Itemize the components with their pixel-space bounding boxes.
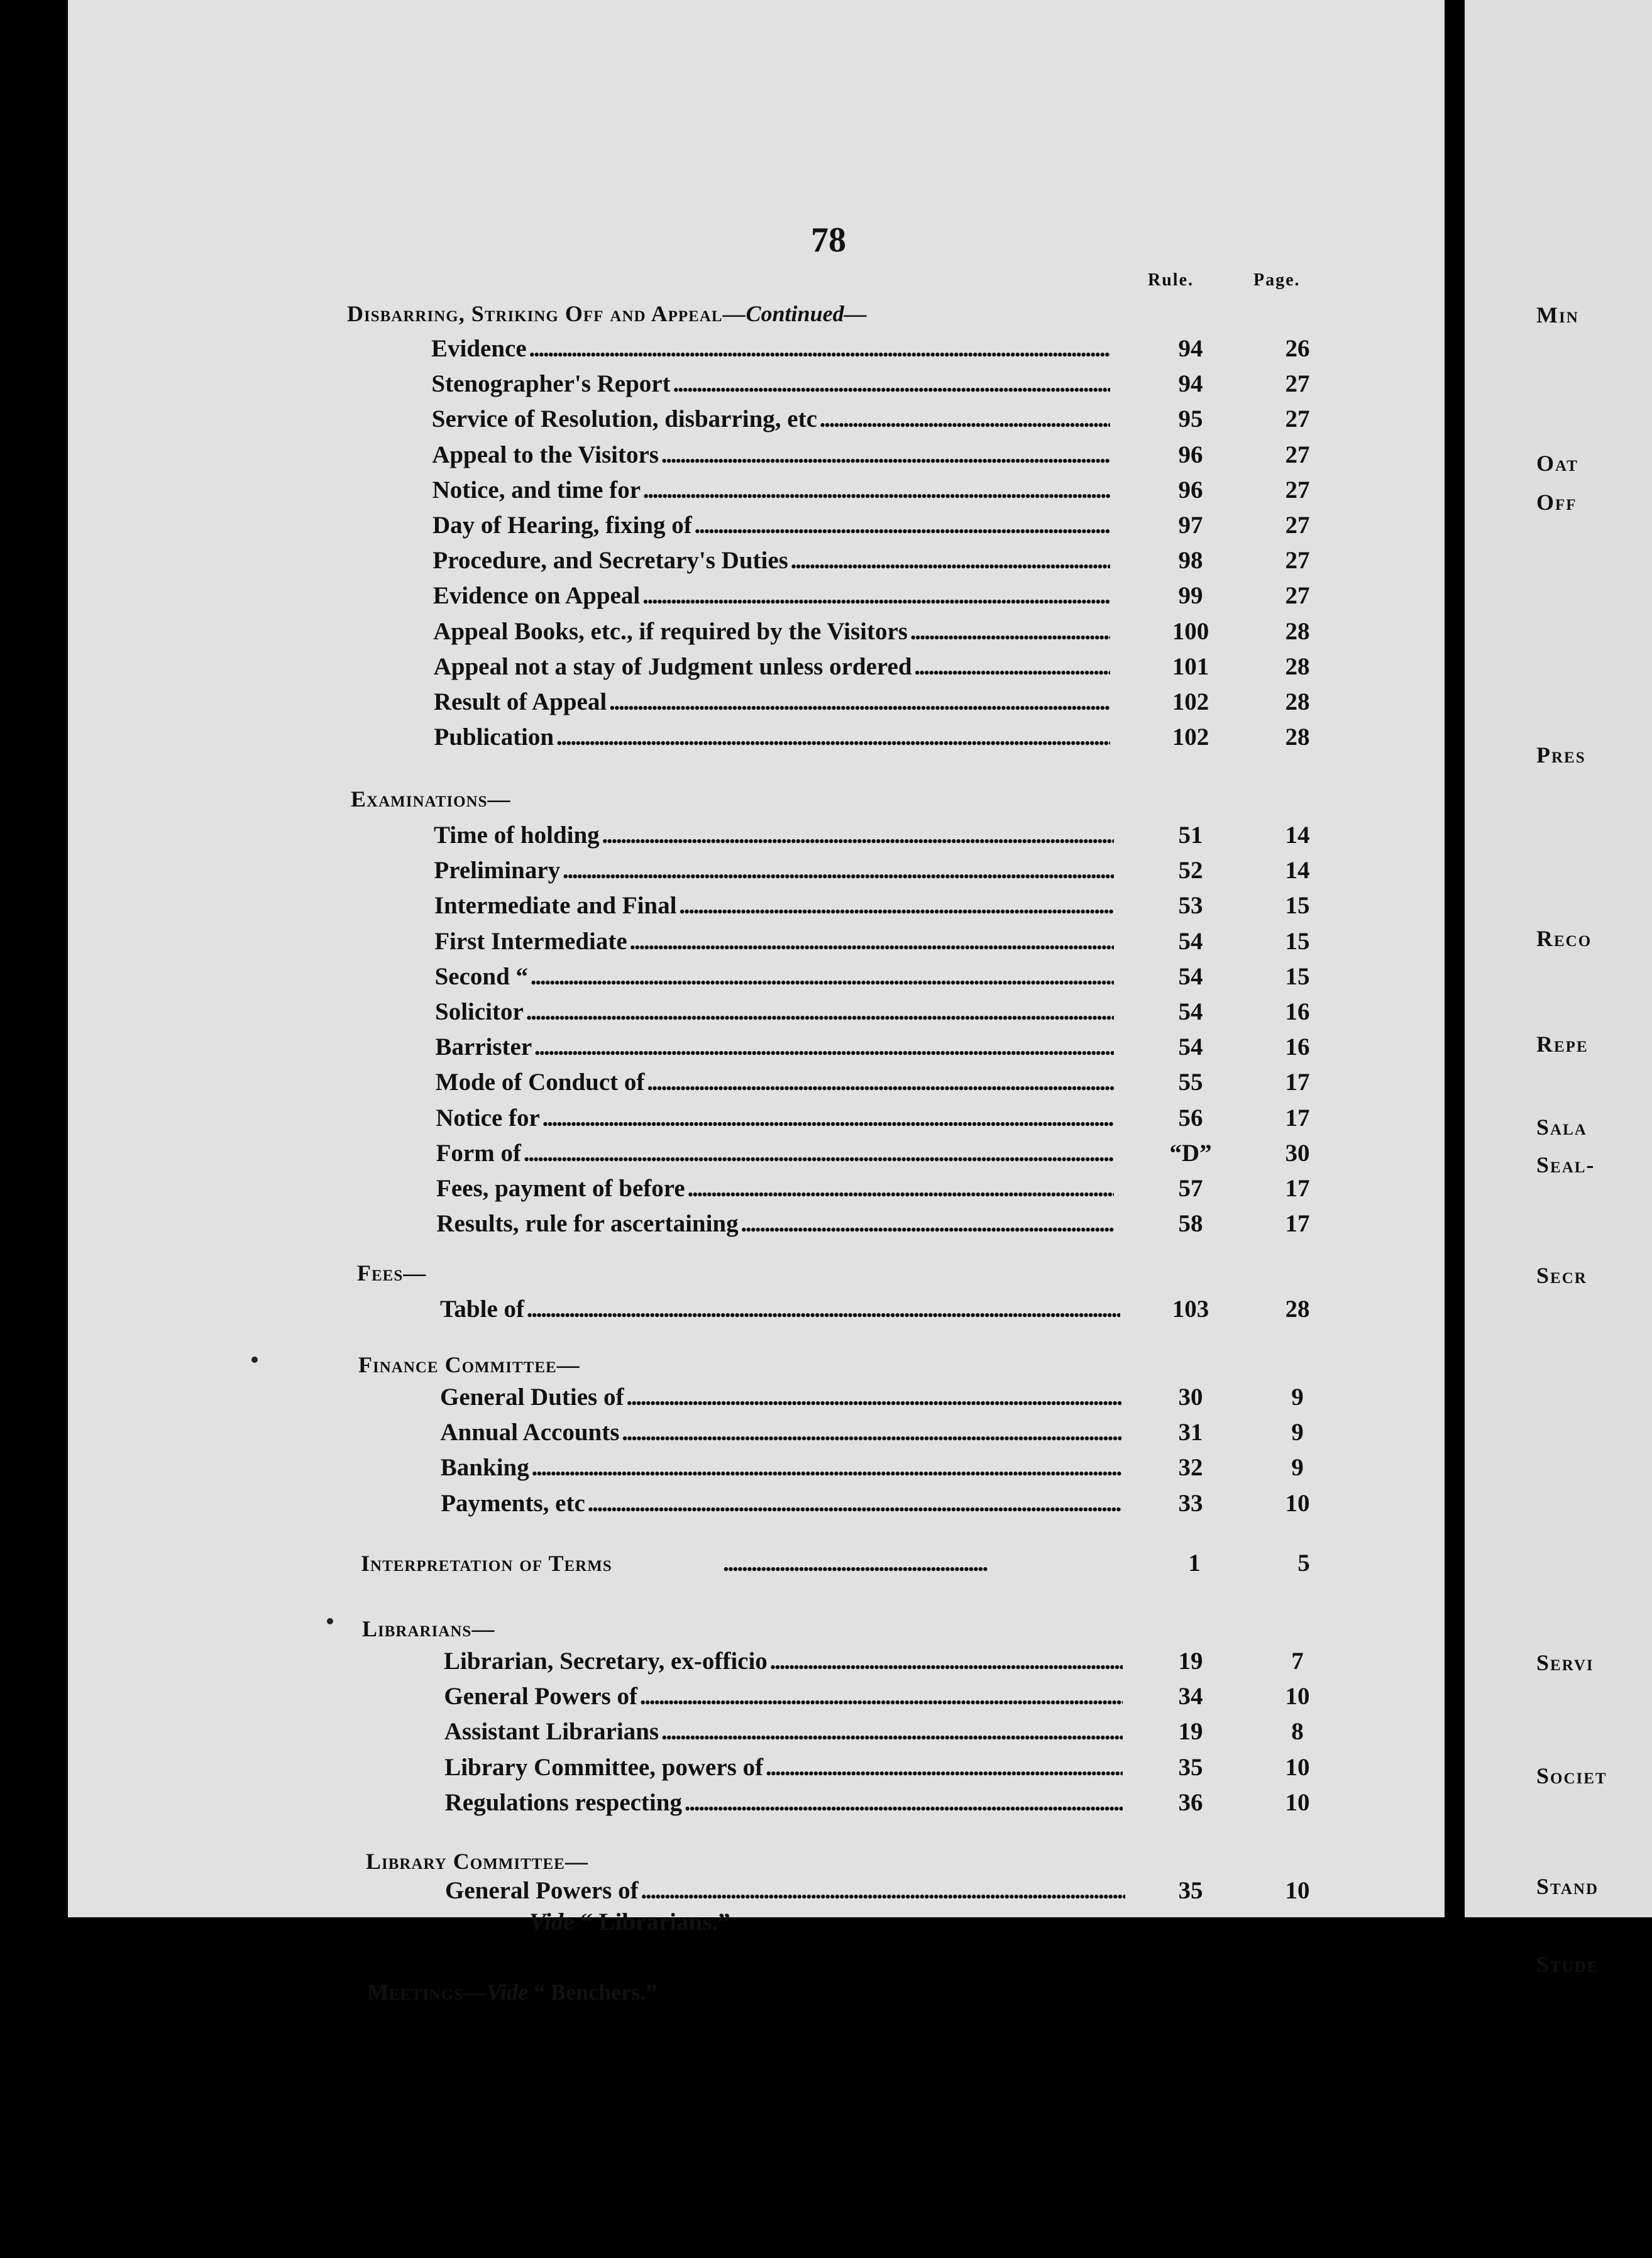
entry-page: 16 (1285, 1033, 1310, 1061)
entry-page: 28 (1285, 724, 1310, 751)
entry-page: 15 (1285, 962, 1310, 990)
entry-rule: 56 (1178, 1104, 1203, 1132)
entry-rule: 31 (1178, 1419, 1203, 1446)
right-page-heading: Pres (1536, 742, 1586, 768)
index-entry (0, 1753, 1383, 1787)
section-heading (361, 1550, 612, 1577)
entry-rule: 54 (1178, 927, 1203, 955)
entry-rule: 52 (1178, 857, 1203, 884)
index-entry (0, 1174, 1383, 1208)
entry-page: 27 (1285, 582, 1310, 610)
entry-page: 27 (1285, 405, 1310, 433)
entry-label: Mode of Conduct of . . . (436, 1068, 1114, 1096)
entry-page: 15 (1285, 927, 1310, 955)
entry-page: 10 (1285, 1683, 1310, 1710)
entry-label: Procedure, and Secretary's Duties . . . (432, 546, 1110, 575)
entry-label: Results, rule for ascertaining . . . (436, 1209, 1114, 1238)
entry-label: Appeal Books, etc., if required by the Visitors . . . (433, 617, 1110, 646)
entry-page: 14 (1285, 822, 1310, 849)
entry-page: 27 (1285, 512, 1310, 539)
index-entry (0, 511, 1383, 545)
entry-rule: 101 (1172, 653, 1209, 680)
index-entry (0, 405, 1383, 439)
entry-page: 17 (1285, 1210, 1310, 1238)
entry-rule: 33 (1178, 1489, 1203, 1517)
entry-label: Evidence . . . (431, 334, 1110, 363)
entry-rule: 58 (1178, 1210, 1203, 1238)
entry-label: Time of holding . . . (434, 821, 1114, 849)
entry-rule: 54 (1178, 998, 1203, 1025)
entry-page: 15 (1285, 892, 1310, 920)
right-page-heading: Off (1536, 490, 1577, 515)
index-entry (0, 1068, 1383, 1102)
entry-page: 27 (1285, 441, 1310, 468)
right-page-heading: Societ (1536, 1763, 1607, 1788)
entry-page: 5 (1297, 1550, 1310, 1577)
entry-label: Library Committee, powers of . . . (444, 1753, 1123, 1782)
entry-rule: 55 (1178, 1069, 1203, 1096)
right-page-heading: Secr (1536, 1263, 1587, 1288)
entry-label: Assistant Librarians . . . (444, 1717, 1123, 1746)
entry-rule: 57 (1178, 1175, 1203, 1202)
section-title: Interpretation of Terms (361, 1551, 612, 1576)
entry-rule: 34 (1178, 1683, 1203, 1710)
index-entry (0, 1383, 1383, 1417)
entry-label: Intermediate and Final . . . (434, 891, 1114, 920)
index-entry (0, 617, 1383, 651)
entry-label: Evidence on Appeal . . . (433, 581, 1110, 610)
section-title: Examinations— (351, 786, 511, 812)
index-entry (0, 1788, 1383, 1822)
entry-page: 9 (1291, 1419, 1304, 1446)
entry-page: 30 (1285, 1139, 1310, 1167)
entry-rule: 54 (1178, 962, 1203, 990)
entry-rule: 36 (1178, 1788, 1203, 1816)
index-entry (0, 1139, 1383, 1173)
entry-rule: “D” (1169, 1139, 1212, 1167)
entry-page: 17 (1285, 1069, 1310, 1096)
entry-page: 14 (1285, 857, 1310, 884)
entry-label: Appeal to the Visitors . . . (432, 441, 1110, 469)
entry-rule: 98 (1178, 547, 1203, 575)
index-entry (0, 1453, 1383, 1487)
entry-page: 17 (1285, 1104, 1310, 1132)
index-entry (0, 1489, 1383, 1523)
index-entry (0, 1209, 1383, 1243)
entry-page: 9 (1291, 1384, 1304, 1411)
entry-label: First Intermediate . . . (434, 927, 1114, 956)
entry-page: 27 (1285, 476, 1310, 504)
right-page-heading: Repe (1536, 1032, 1589, 1057)
entry-label: Form of . . . (436, 1139, 1114, 1167)
section-heading (366, 1848, 588, 1875)
right-page-heading: Reco (1536, 926, 1592, 951)
entry-rule: 35 (1178, 1877, 1203, 1904)
index-entry (0, 1033, 1383, 1067)
entry-rule: 35 (1178, 1753, 1203, 1781)
index-entry (0, 688, 1383, 722)
section-heading (358, 1352, 580, 1378)
leader-dots: . . . . . . . . . . . . . . . . . . . . . . . . . . . . . . . . . . . . . . . . . . . . . . . . . . . . . . . . (723, 1550, 985, 1577)
entry-rule: 53 (1178, 892, 1203, 920)
section-heading (367, 1979, 657, 2005)
index-entry (0, 476, 1383, 510)
entry-label: Fees, payment of before . . . (436, 1174, 1114, 1203)
section-title: Library Committee— (366, 1849, 588, 1874)
index-entry (0, 856, 1383, 890)
entry-label: Solicitor . . . (435, 998, 1114, 1026)
right-page-heading: Sala (1536, 1115, 1587, 1140)
vide-word: Vide (529, 1908, 575, 1936)
entry-rule: 32 (1178, 1454, 1203, 1482)
index-entry (0, 653, 1383, 686)
entry-rule: 102 (1172, 688, 1209, 715)
entry-rule: 97 (1178, 512, 1203, 539)
entry-rule: 19 (1178, 1718, 1203, 1746)
rule-column-header: Rule. (1148, 270, 1194, 290)
right-page-heading: Servi (1536, 1650, 1594, 1675)
index-entry (0, 1647, 1383, 1681)
entry-page: 9 (1291, 1454, 1304, 1482)
entry-page: 10 (1285, 1489, 1310, 1517)
entry-rule: 30 (1178, 1384, 1203, 1411)
speck (327, 1618, 333, 1624)
index-entry (0, 927, 1383, 961)
page-number: 78 (811, 221, 846, 260)
entry-page: 28 (1285, 688, 1310, 715)
entry-rule: 102 (1172, 724, 1209, 751)
section-title: Finance Committee— (358, 1352, 580, 1377)
entry-page: 27 (1285, 370, 1310, 398)
scan-border (0, 1917, 1652, 2258)
index-entry (0, 370, 1383, 404)
index-entry (0, 1295, 1383, 1329)
index-entry (0, 1104, 1383, 1138)
continued-label: Continued— (746, 301, 867, 326)
vide-word: Vide (487, 1980, 529, 2005)
index-entry (0, 1418, 1383, 1452)
entry-rule: 96 (1178, 476, 1203, 504)
vide-reference (529, 1908, 730, 1936)
section-heading (357, 1260, 426, 1286)
entry-rule: 51 (1178, 822, 1203, 849)
speck (251, 1357, 258, 1363)
section-title: Fees— (357, 1260, 427, 1286)
entry-page: 28 (1285, 653, 1310, 680)
entry-page: 7 (1291, 1648, 1304, 1675)
index-entry (0, 998, 1383, 1032)
entry-rule: 94 (1178, 335, 1203, 362)
entry-label: Librarian, Secretary, ex-officio . . . (444, 1647, 1123, 1675)
entry-rule: 95 (1178, 405, 1203, 433)
entry-page: 27 (1285, 547, 1310, 575)
entry-page: 10 (1285, 1877, 1310, 1904)
index-entry (0, 441, 1383, 475)
entry-label: Stenographer's Report . . . (431, 370, 1110, 398)
entry-label: General Powers of . . . (444, 1682, 1123, 1710)
entry-rule: 94 (1178, 370, 1203, 398)
index-entry (0, 723, 1383, 757)
entry-page: 28 (1285, 1296, 1310, 1323)
entry-rule: 96 (1178, 441, 1203, 468)
entry-label: General Powers of . . . (445, 1876, 1125, 1905)
entry-label: Payments, etc . . . (441, 1489, 1121, 1517)
vide-target: “ Librarians.” (574, 1908, 730, 1936)
entry-rule: 99 (1178, 582, 1203, 610)
entry-label: Service of Resolution, disbarring, etc . . . (432, 405, 1110, 433)
entry-page: 17 (1285, 1175, 1310, 1202)
entry-page: 10 (1285, 1753, 1310, 1781)
entry-rule: 1 (1188, 1550, 1201, 1577)
entry-page: 28 (1285, 617, 1310, 645)
entry-label: Second “ . . . (435, 962, 1114, 991)
index-entry (0, 962, 1383, 996)
entry-label: Publication . . . (434, 723, 1110, 751)
index-entry (0, 891, 1383, 925)
entry-label: Notice, and time for . . . (432, 476, 1110, 504)
entry-rule: 100 (1172, 617, 1209, 645)
index-entry (0, 581, 1383, 615)
entry-label: Regulations respecting . . . (445, 1788, 1123, 1817)
section-title: Disbarring, Striking Off and Appeal— (347, 301, 746, 326)
entry-label: Day of Hearing, fixing of . . . (432, 511, 1110, 539)
right-page-heading: Stand (1536, 1874, 1599, 1899)
index-entry (0, 546, 1383, 580)
entry-label: Barrister . . . (435, 1033, 1114, 1061)
section-title: Librarians— (362, 1616, 495, 1641)
entry-page: 26 (1285, 335, 1310, 362)
entry-rule: 19 (1178, 1648, 1203, 1675)
section-heading (351, 786, 511, 812)
right-page-heading: Oat (1536, 451, 1578, 476)
entry-page: 16 (1285, 998, 1310, 1025)
entry-label: Preliminary . . . (434, 856, 1114, 884)
section-heading (347, 300, 867, 327)
entry-label: General Duties of . . . (440, 1383, 1121, 1411)
section-title: Meetings— (367, 1980, 487, 2005)
vide-target: “ Benchers.” (528, 1980, 658, 2005)
index-entry (0, 1876, 1383, 1910)
right-page-heading: Min (1536, 302, 1579, 328)
entry-label: Appeal not a stay of Judgment unless ordered . . . (434, 653, 1110, 681)
entry-page: 10 (1285, 1788, 1310, 1816)
index-entry (0, 334, 1383, 368)
entry-label: Notice for . . . (436, 1104, 1114, 1132)
entry-rule: 54 (1178, 1033, 1203, 1061)
entry-label: Result of Appeal . . . (434, 688, 1110, 716)
entry-label: Table of . . . (440, 1295, 1120, 1323)
entry-page: 8 (1291, 1718, 1304, 1746)
entry-label: Annual Accounts . . . (440, 1418, 1121, 1446)
section-heading (362, 1616, 495, 1642)
vide-reference (487, 1980, 657, 2005)
right-page-heading: Seal- (1536, 1152, 1595, 1177)
entry-label: Banking . . . (441, 1453, 1121, 1482)
index-entry (0, 821, 1383, 855)
page-column-header: Page. (1253, 270, 1301, 290)
index-entry (0, 1717, 1383, 1751)
right-page-heading: Stude (1536, 1952, 1599, 1977)
entry-rule: 103 (1172, 1296, 1209, 1323)
index-entry (0, 1682, 1383, 1716)
